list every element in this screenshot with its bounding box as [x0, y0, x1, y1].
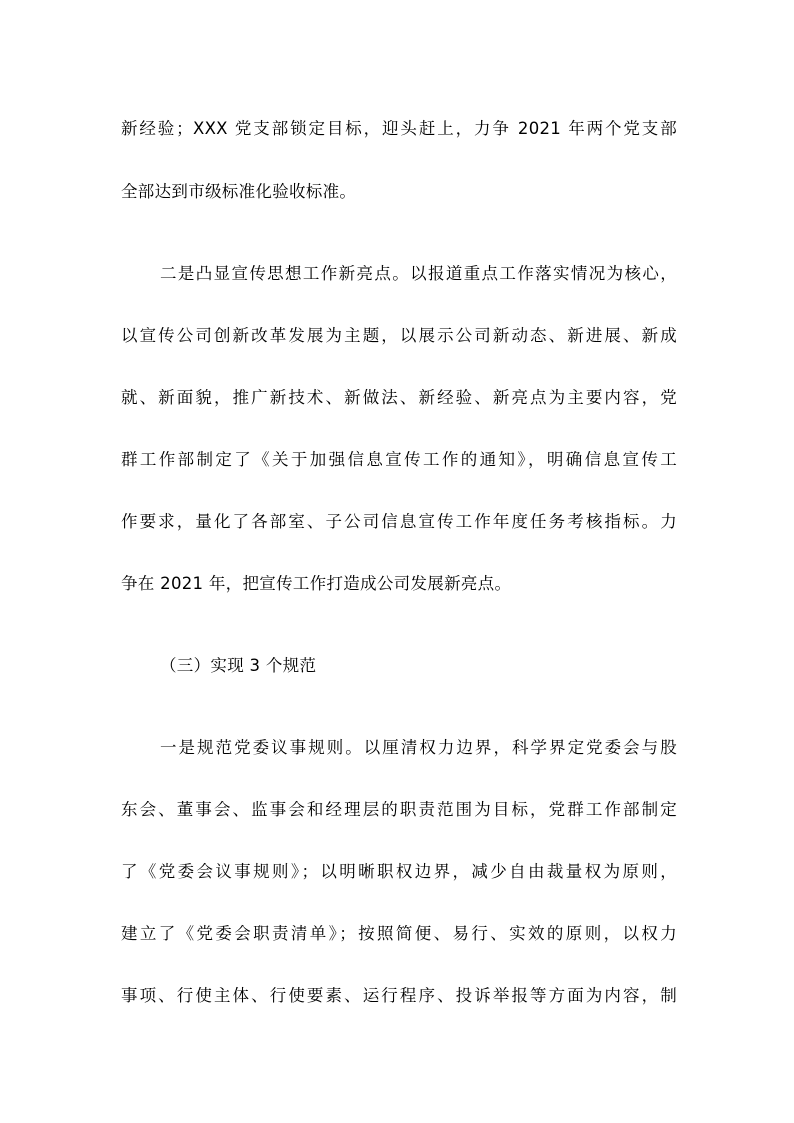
paragraph-line-8: 争在 2021 年，把宣传工作打造成公司发展新亮点。 — [121, 574, 512, 593]
paragraph-line-4: 以宣传公司创新改革发展为主题，以展示公司新动态、新进展、新成 — [121, 326, 677, 345]
paragraph-line-11: 了《党委会议事规则》；以明晰职权边界，减少自由裁量权为原则， — [121, 862, 677, 881]
paragraph-line-9: 一是规范党委议事规则。以厘清权力边界，科学界定党委会与股 — [160, 738, 677, 757]
paragraph-line-12: 建立了《党委会职责清单》；按照简便、易行、实效的原则，以权力 — [121, 924, 677, 943]
paragraph-line-1: 新经验；XXX 党支部锁定目标，迎头赶上，力争 2021 年两个党支部 — [121, 119, 677, 138]
paragraph-line-7: 作要求，量化了各部室、子公司信息宣传工作年度任务考核指标。力 — [121, 512, 677, 531]
paragraph-line-2: 全部达到市级标准化验收标准。 — [121, 182, 357, 201]
paragraph-line-3: 二是凸显宣传思想工作新亮点。以报道重点工作落实情况为核心， — [160, 264, 677, 283]
paragraph-line-10: 东会、董事会、监事会和经理层的职责范围为目标，党群工作部制定 — [121, 800, 677, 819]
section-heading: （三）实现 3 个规范 — [160, 656, 317, 675]
paragraph-line-6: 群工作部制定了《关于加强信息宣传工作的通知》，明确信息宣传工 — [121, 450, 677, 469]
paragraph-line-5: 就、新面貌，推广新技术、新做法、新经验、新亮点为主要内容，党 — [121, 388, 677, 407]
paragraph-line-13: 事项、行使主体、行使要素、运行程序、投诉举报等方面为内容，制 — [121, 986, 677, 1005]
